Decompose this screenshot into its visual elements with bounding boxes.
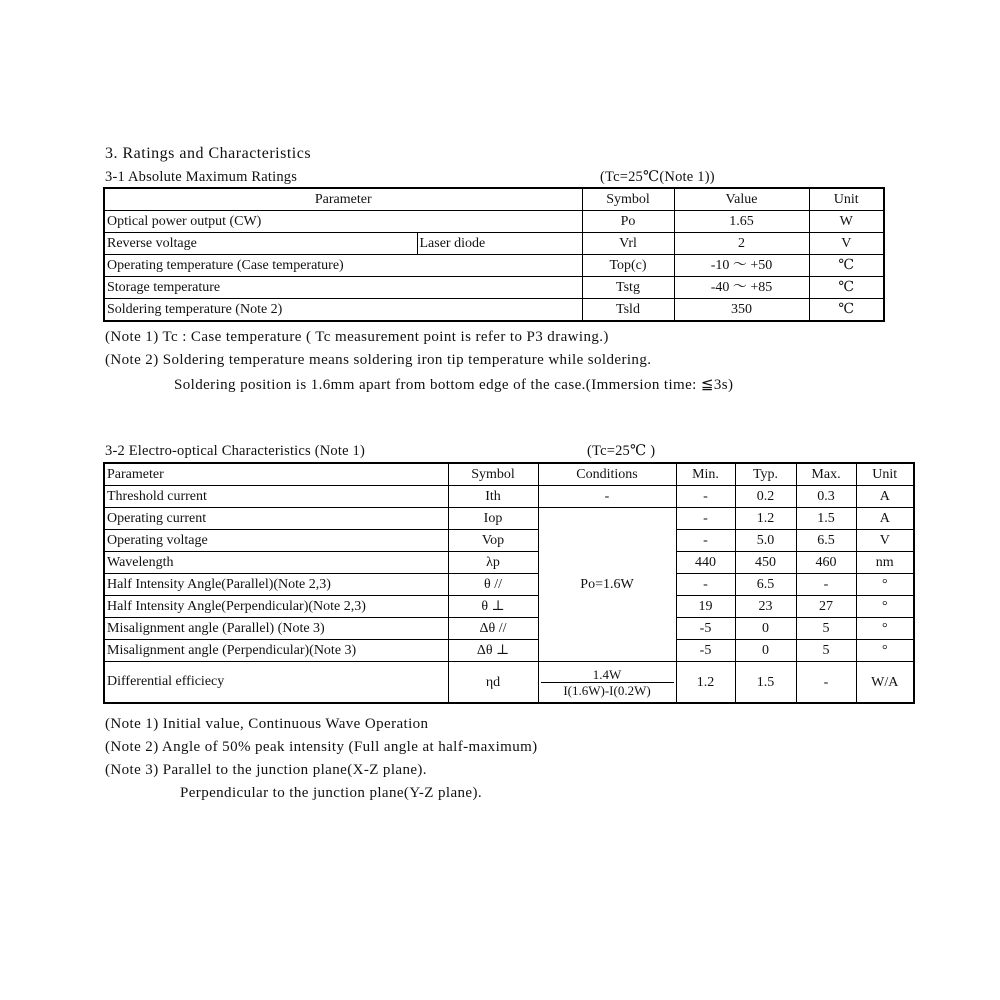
cell-max: 460: [796, 552, 856, 574]
eoc-table: [103, 462, 915, 704]
cell-symbol: Vop: [448, 530, 538, 552]
cell-min: -5: [676, 618, 735, 640]
cell-value: -10 ～ +50: [674, 255, 809, 277]
cell-unit: °: [856, 640, 914, 662]
table-row: [104, 640, 914, 662]
cell-unit: °: [856, 618, 914, 640]
table-row: [104, 552, 914, 574]
cell-symbol: Δθ ⊥: [448, 640, 538, 662]
amr-note-2: (Note 2) Soldering temperature means soldering iron tip temperature while soldering.: [105, 352, 652, 368]
cell-symbol: θ //: [448, 574, 538, 596]
cell-symbol: Tstg: [582, 277, 674, 299]
table-row: [104, 508, 914, 530]
cell-parameter: Misalignment angle (Parallel) (Note 3): [104, 618, 448, 640]
cell-unit: °: [856, 574, 914, 596]
cell-symbol: Ith: [448, 486, 538, 508]
cell-max: 1.5: [796, 508, 856, 530]
amr-condition: (Tc=25℃(Note 1)): [600, 169, 715, 185]
fraction-numerator: 1.4W: [541, 667, 674, 683]
amr-table: [103, 187, 885, 322]
cell-symbol: ηd: [448, 662, 538, 704]
cell-symbol: Δθ //: [448, 618, 538, 640]
cell-symbol: Po: [582, 211, 674, 233]
cell-unit: A: [856, 508, 914, 530]
eoc-note-1: (Note 1) Initial value, Continuous Wave Operation: [105, 716, 429, 732]
cell-typ: 0: [735, 618, 796, 640]
cell-typ: 5.0: [735, 530, 796, 552]
table-row: [104, 618, 914, 640]
table-row: [104, 299, 884, 322]
amr-note-1: (Note 1) Tc : Case temperature ( Tc measurement point is refer to P3 drawing.): [105, 329, 609, 345]
cell-typ: 23: [735, 596, 796, 618]
header-max: Max.: [796, 463, 856, 486]
cell-unit: A: [856, 486, 914, 508]
cell-symbol: Vrl: [582, 233, 674, 255]
cell-min: -: [676, 508, 735, 530]
header-min: Min.: [676, 463, 735, 486]
header-symbol: Symbol: [582, 188, 674, 211]
eoc-note-3: (Note 3) Parallel to the junction plane(X-Z plane).: [105, 762, 427, 778]
eoc-note-3-cont: Perpendicular to the junction plane(Y-Z plane).: [180, 785, 483, 801]
cell-symbol: θ ⊥: [448, 596, 538, 618]
header-parameter: Parameter: [104, 188, 582, 211]
cell-value: -40 ～ +85: [674, 277, 809, 299]
cell-conditions: -: [538, 486, 676, 508]
header-unit: Unit: [809, 188, 884, 211]
cell-subparameter: Laser diode: [417, 233, 582, 255]
cell-parameter: Half Intensity Angle(Parallel)(Note 2,3): [104, 574, 448, 596]
table-row: [104, 662, 914, 704]
cell-parameter: Reverse voltage: [104, 233, 417, 255]
table-row: [104, 233, 884, 255]
cell-parameter: Storage temperature: [104, 277, 582, 299]
cell-merged-condition: Po=1.6W: [538, 508, 676, 662]
cell-unit: nm: [856, 552, 914, 574]
cell-unit: ℃: [809, 299, 884, 322]
table-row: [104, 486, 914, 508]
cell-parameter: Differential efficiecy: [104, 662, 448, 704]
cell-max: 5: [796, 618, 856, 640]
section-title: 3. Ratings and Characteristics: [105, 145, 312, 162]
cell-min: 19: [676, 596, 735, 618]
cell-min: -5: [676, 640, 735, 662]
eoc-condition: (Tc=25℃ ): [587, 443, 656, 459]
cell-max: 0.3: [796, 486, 856, 508]
amr-note-2-cont: Soldering position is 1.6mm apart from bottom edge of the case.(Immersion time: ≦3s): [174, 377, 734, 393]
cell-parameter: Operating current: [104, 508, 448, 530]
table-header-row: [104, 463, 914, 486]
cell-unit: W: [809, 211, 884, 233]
eoc-heading: 3-2 Electro-optical Characteristics (Note 1): [105, 443, 366, 459]
table-row: [104, 530, 914, 552]
cell-parameter: Half Intensity Angle(Perpendicular)(Note 2,3): [104, 596, 448, 618]
cell-min: -: [676, 574, 735, 596]
cell-value: 1.65: [674, 211, 809, 233]
amr-heading: 3-1 Absolute Maximum Ratings: [105, 169, 298, 185]
cell-unit: ℃: [809, 255, 884, 277]
cell-max: 5: [796, 640, 856, 662]
cell-parameter: Threshold current: [104, 486, 448, 508]
cell-min: -: [676, 530, 735, 552]
cell-unit: ℃: [809, 277, 884, 299]
cell-typ: 1.5: [735, 662, 796, 704]
table-row: [104, 255, 884, 277]
cell-unit: °: [856, 596, 914, 618]
cell-unit: V: [809, 233, 884, 255]
header-value: Value: [674, 188, 809, 211]
cell-typ: 0: [735, 640, 796, 662]
cell-max: 27: [796, 596, 856, 618]
fraction-denominator: I(1.6W)-I(0.2W): [563, 682, 651, 698]
cell-symbol: Tsld: [582, 299, 674, 322]
cell-parameter: Operating temperature (Case temperature): [104, 255, 582, 277]
header-symbol: Symbol: [448, 463, 538, 486]
cell-parameter: Soldering temperature (Note 2): [104, 299, 582, 322]
cell-parameter: Operating voltage: [104, 530, 448, 552]
cell-min: 1.2: [676, 662, 735, 704]
cell-typ: 0.2: [735, 486, 796, 508]
cell-typ: 450: [735, 552, 796, 574]
cell-symbol: Iop: [448, 508, 538, 530]
header-unit: Unit: [856, 463, 914, 486]
cell-max: -: [796, 574, 856, 596]
cell-unit: V: [856, 530, 914, 552]
cell-max: -: [796, 662, 856, 704]
header-conditions: Conditions: [538, 463, 676, 486]
header-parameter: Parameter: [104, 463, 448, 486]
cell-typ: 1.2: [735, 508, 796, 530]
cell-value: 2: [674, 233, 809, 255]
table-row: [104, 211, 884, 233]
cell-diff-condition: [538, 662, 676, 704]
table-row: [104, 574, 914, 596]
table-row: [104, 277, 884, 299]
eoc-note-2: (Note 2) Angle of 50% peak intensity (Full angle at half-maximum): [105, 739, 538, 755]
cell-parameter: Misalignment angle (Perpendicular)(Note 3): [104, 640, 448, 662]
header-typ: Typ.: [735, 463, 796, 486]
cell-min: 440: [676, 552, 735, 574]
cell-min: -: [676, 486, 735, 508]
cell-typ: 6.5: [735, 574, 796, 596]
cell-symbol: λp: [448, 552, 538, 574]
cell-max: 6.5: [796, 530, 856, 552]
cell-value: 350: [674, 299, 809, 322]
table-row: [104, 596, 914, 618]
cell-parameter: Wavelength: [104, 552, 448, 574]
table-header-row: [104, 188, 884, 211]
cell-unit: W/A: [856, 662, 914, 704]
cell-symbol: Top(c): [582, 255, 674, 277]
cell-parameter: Optical power output (CW): [104, 211, 582, 233]
